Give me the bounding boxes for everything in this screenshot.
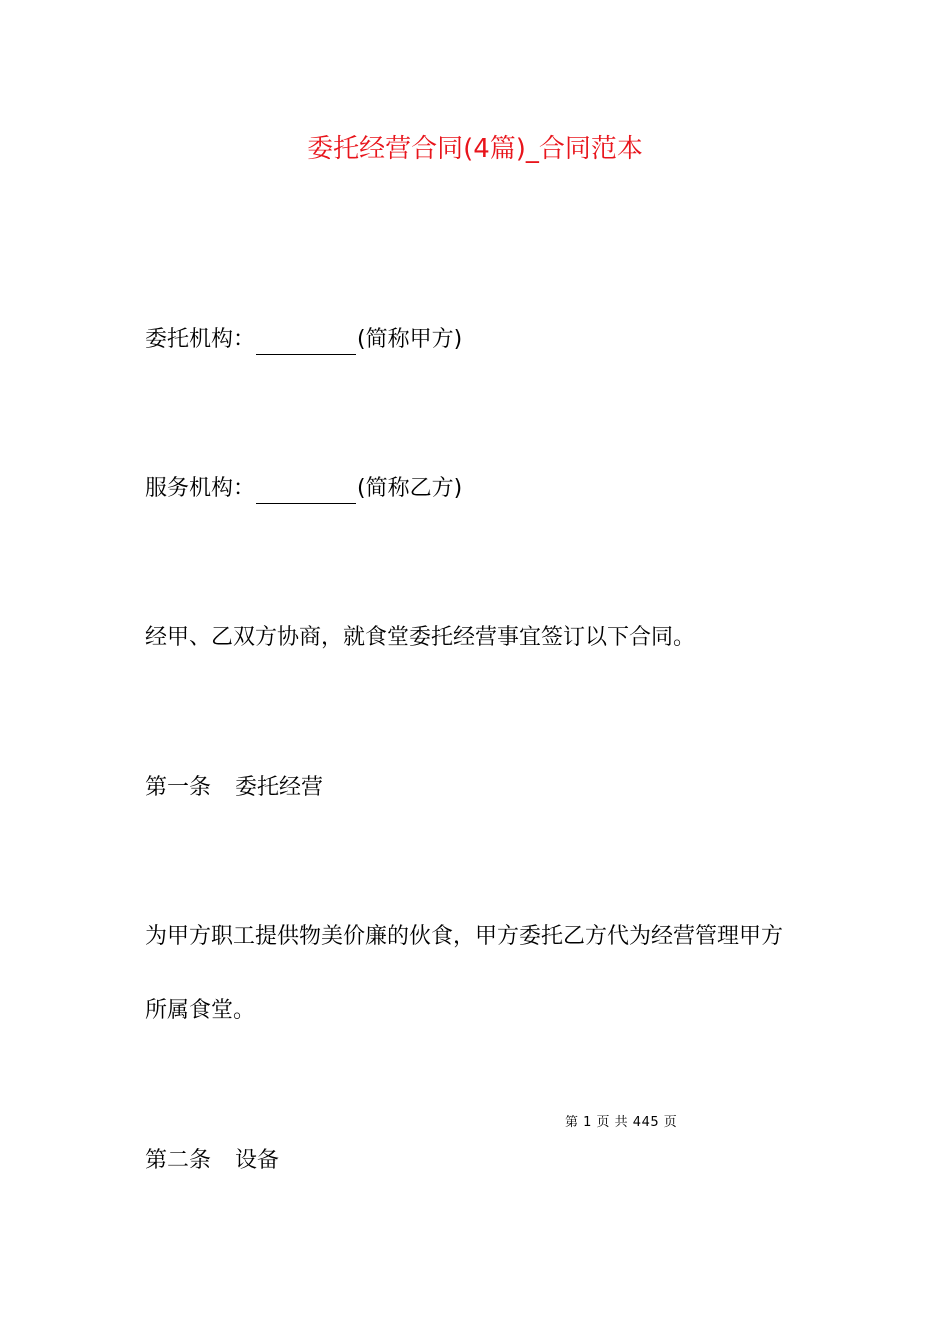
party-b-suffix: (简称乙方) xyxy=(357,476,463,501)
article-2-heading xyxy=(145,1146,279,1176)
page-footer: 第 1 页 共 445 页 xyxy=(565,1115,678,1130)
article-1-number: 第一条 xyxy=(145,775,212,800)
intro-paragraph: 经甲、乙双方协商，就食堂委托经营事宜签订以下合同。 xyxy=(145,625,696,650)
article-2-number: 第二条 xyxy=(145,1148,212,1173)
document-title: 委托经营合同(4篇)_合同范本 xyxy=(307,134,643,164)
article-1-heading xyxy=(145,773,323,803)
party-a-label: 委托机构： xyxy=(145,327,256,352)
party-b-line xyxy=(145,474,462,504)
party-a-blank xyxy=(256,330,356,355)
party-a-line xyxy=(145,325,462,355)
article-1-text-line-2: 所属食堂。 xyxy=(145,998,256,1023)
party-b-blank xyxy=(256,479,356,504)
article-2-title: 设备 xyxy=(235,1148,280,1173)
article-1-title: 委托经营 xyxy=(235,775,324,800)
party-b-label: 服务机构： xyxy=(145,476,256,501)
article-1-text-line-1: 为甲方职工提供物美价廉的伙食，甲方委托乙方代为经营管理甲方 xyxy=(145,924,784,949)
party-a-suffix: (简称甲方) xyxy=(357,327,463,352)
